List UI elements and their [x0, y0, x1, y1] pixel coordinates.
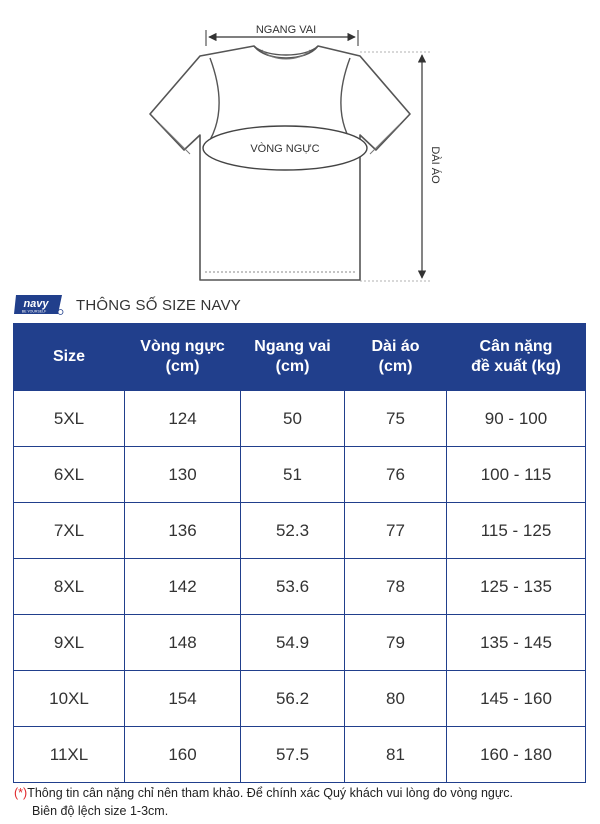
- navy-logo: [14, 292, 64, 318]
- cell-chest: 154: [125, 671, 241, 727]
- cell-size: 5XL: [14, 390, 125, 447]
- table-row: [14, 447, 586, 503]
- table-row: [14, 671, 586, 727]
- cell-length: 81: [345, 727, 447, 783]
- length-label: DÀI ÁO: [429, 146, 441, 184]
- cell-length: 79: [345, 615, 447, 671]
- cell-shoulder: 53.6: [241, 559, 345, 615]
- shoulder-label: NGANG VAI: [255, 24, 317, 36]
- table-row: [14, 503, 586, 559]
- cell-shoulder: 56.2: [241, 671, 345, 727]
- chest-label: VÒNG NGỰC: [250, 143, 320, 155]
- cell-shoulder: 54.9: [241, 615, 345, 671]
- table-row: [14, 390, 586, 447]
- cell-chest: 148: [125, 615, 241, 671]
- cell-chest: 142: [125, 559, 241, 615]
- cell-size: 9XL: [14, 615, 125, 671]
- header-chest: Vòng ngực (cm): [125, 324, 241, 391]
- cell-weight: 100 - 115: [447, 447, 586, 503]
- footnote-line1: Thông tin cân nặng chỉ nên tham khảo. Để chính xác Quý khách vui lòng đo vòng ngực.: [27, 786, 513, 800]
- header-shoulder: Ngang vai (cm): [241, 324, 345, 391]
- cell-weight: 115 - 125: [447, 503, 586, 559]
- table-row: [14, 615, 586, 671]
- cell-length: 80: [345, 671, 447, 727]
- cell-weight: 90 - 100: [447, 390, 586, 447]
- table-row: [14, 559, 586, 615]
- cell-chest: 130: [125, 447, 241, 503]
- cell-weight: 145 - 160: [447, 671, 586, 727]
- cell-shoulder: 57.5: [241, 727, 345, 783]
- brand-row: [14, 292, 574, 320]
- svg-text:BE YOURSELF: BE YOURSELF: [21, 309, 47, 314]
- cell-chest: 136: [125, 503, 241, 559]
- tshirt-diagram: [0, 0, 600, 290]
- cell-shoulder: 50: [241, 390, 345, 447]
- cell-size: 8XL: [14, 559, 125, 615]
- cell-weight: 135 - 145: [447, 615, 586, 671]
- cell-shoulder: 51: [241, 447, 345, 503]
- cell-size: 10XL: [14, 671, 125, 727]
- table-row: [14, 727, 586, 783]
- footnote-mark: (*): [14, 786, 28, 800]
- cell-chest: 124: [125, 390, 241, 447]
- cell-chest: 160: [125, 727, 241, 783]
- cell-length: 76: [345, 447, 447, 503]
- header-length: Dài áo (cm): [345, 324, 447, 391]
- table-header-row: [14, 324, 586, 391]
- header-size: Size: [14, 324, 125, 391]
- cell-weight: 160 - 180: [447, 727, 586, 783]
- cell-size: 11XL: [14, 727, 125, 783]
- cell-length: 77: [345, 503, 447, 559]
- svg-text:navy: navy: [23, 298, 49, 310]
- cell-size: 6XL: [14, 447, 125, 503]
- cell-length: 75: [345, 390, 447, 447]
- header-weight: Cân nặng đề xuất (kg): [447, 324, 586, 391]
- footnote-line2: Biên độ lệch size 1-3cm.: [32, 804, 169, 818]
- cell-length: 78: [345, 559, 447, 615]
- section-title: THÔNG SỐ SIZE NAVY: [76, 297, 242, 314]
- cell-size: 7XL: [14, 503, 125, 559]
- footnote: [14, 784, 589, 820]
- size-table: [13, 323, 586, 783]
- cell-shoulder: 52.3: [241, 503, 345, 559]
- cell-weight: 125 - 135: [447, 559, 586, 615]
